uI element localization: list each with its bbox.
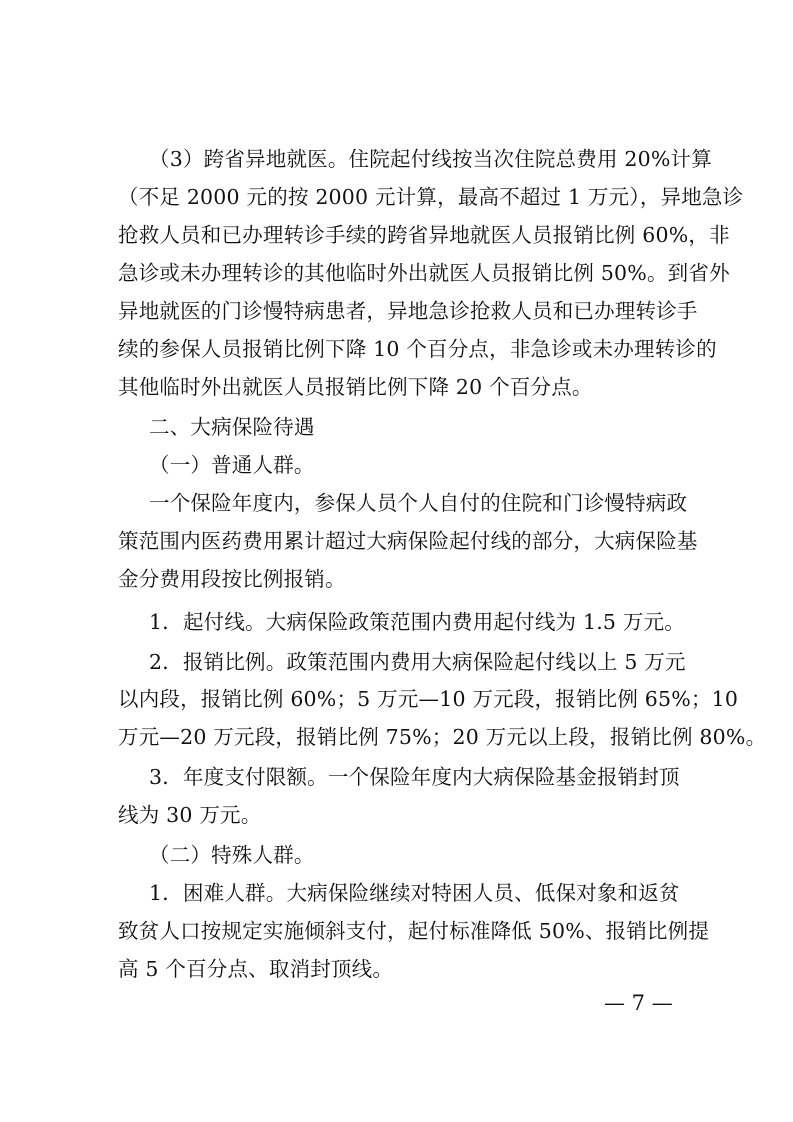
text-line: 万元—20 万元段，报销比例 75%；20 万元以上段，报销比例 80%。 <box>118 725 767 749</box>
text-line: 策范围内医药费用累计超过大病保险起付线的部分，大病保险基 <box>118 529 698 553</box>
page-number: — 7 — <box>604 991 673 1015</box>
text-line: 以内段，报销比例 60%；5 万元—10 万元段，报销比例 65%；10 <box>118 687 739 711</box>
subsection-heading: （一）普通人群。 <box>149 453 315 477</box>
text-line: 一个保险年度内，参保人员个人自付的住院和门诊慢特病政 <box>149 491 688 515</box>
text-line: 2．报销比例。政策范围内费用大病保险起付线以上 5 万元 <box>149 650 686 674</box>
text-line: 其他临时外出就医人员报销比例下降 20 个百分点。 <box>118 375 593 399</box>
text-line: 3．年度支付限额。一个保险年度内大病保险基金报销封顶 <box>149 765 680 789</box>
text-line: （不足 2000 元的按 2000 元计算，最高不超过 1 万元），异地急诊 <box>118 185 744 209</box>
text-line: 线为 30 万元。 <box>118 803 262 827</box>
text-line: 异地就医的门诊慢特病患者，异地急诊抢救人员和已办理转诊手 <box>118 299 698 323</box>
text-line: 金分费用段按比例报销。 <box>118 567 346 591</box>
section-heading: 二、大病保险待遇 <box>149 415 315 439</box>
text-line: 1．起付线。大病保险政策范围内费用起付线为 1.5 万元。 <box>149 610 685 634</box>
subsection-heading: （二）特殊人群。 <box>149 843 315 867</box>
text-line: 高 5 个百分点、取消封顶线。 <box>118 957 394 981</box>
text-line: 续的参保人员报销比例下降 10 个百分点，非急诊或未办理转诊的 <box>118 337 717 361</box>
text-line: 急诊或未办理转诊的其他临时外出就医人员报销比例 50%。到省外 <box>118 261 730 285</box>
text-line: 1．困难人群。大病保险继续对特困人员、低保对象和返贫 <box>149 881 680 905</box>
text-line: （3）跨省异地就医。住院起付线按当次住院总费用 20%计算 <box>149 147 712 171</box>
text-line: 抢救人员和已办理转诊手续的跨省异地就医人员报销比例 60%，非 <box>118 223 730 247</box>
text-line: 致贫人口按规定实施倾斜支付，起付标准降低 50%、报销比例提 <box>118 919 710 943</box>
